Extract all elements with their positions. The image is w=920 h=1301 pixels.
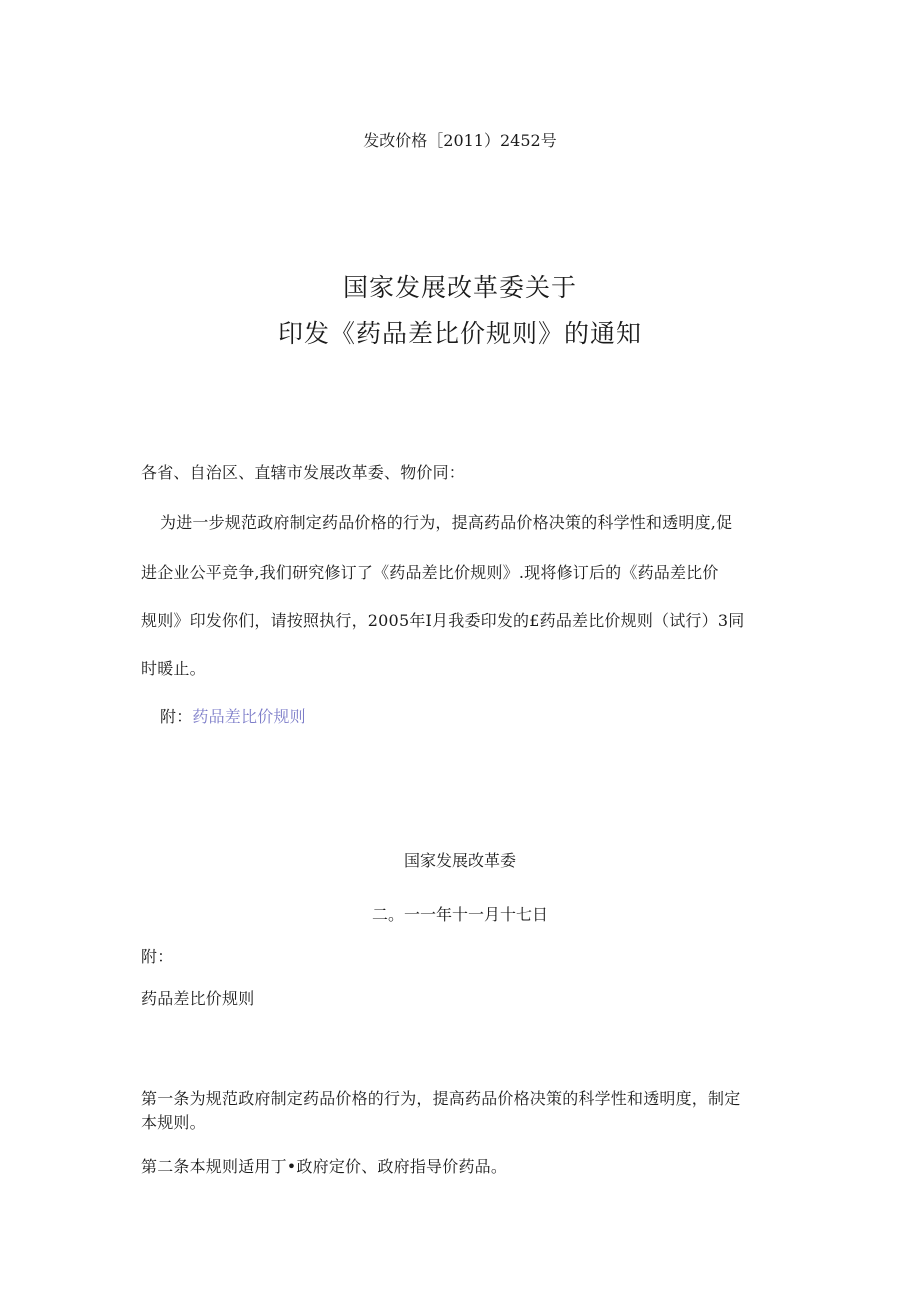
title-line-2: 印发《药品差比价规则》的通知 <box>277 319 642 348</box>
title-line-1: 国家发展改革委关于 <box>342 273 577 302</box>
attachment-line <box>160 704 306 727</box>
signature-organization: 国家发展改革委 <box>403 851 516 870</box>
paragraph-1-line-3: 规则》印发你们，请按照执行，2005年I月我委印发的£药品差比价规则（试行）3同 <box>141 611 745 630</box>
paragraph-1-line-4: 时暖止。 <box>141 659 206 678</box>
article-2: 第二条本规则适用丁•政府定价、政府指导价药品。 <box>141 1157 508 1176</box>
signature-date: 二。一一年十一月十七日 <box>371 905 548 924</box>
document-number: 发改价格［2011）2452号 <box>363 131 557 150</box>
attachment-prefix: 附： <box>160 707 193 726</box>
salutation: 各省、自治区、直辖市发展改革委、物价同： <box>141 463 466 482</box>
appendix-label: 附： <box>141 947 174 966</box>
paragraph-1-line-2: 进企业公平竞争,我们研究修订了《药品差比价规则》.现将修订后的《药品差比价 <box>141 563 719 582</box>
appendix-title: 药品差比价规则 <box>141 989 255 1008</box>
article-1-line-1: 第一条为规范政府制定药品价格的行为，提高药品价格决策的科学性和透明度，制定 <box>141 1089 741 1108</box>
article-1-line-2: 本规则。 <box>141 1113 206 1132</box>
paragraph-1-line-1: 为进一步规范政府制定药品价格的行为，提高药品价格决策的科学性和透明度,促 <box>160 513 733 532</box>
attachment-link[interactable]: 药品差比价规则 <box>192 707 306 726</box>
